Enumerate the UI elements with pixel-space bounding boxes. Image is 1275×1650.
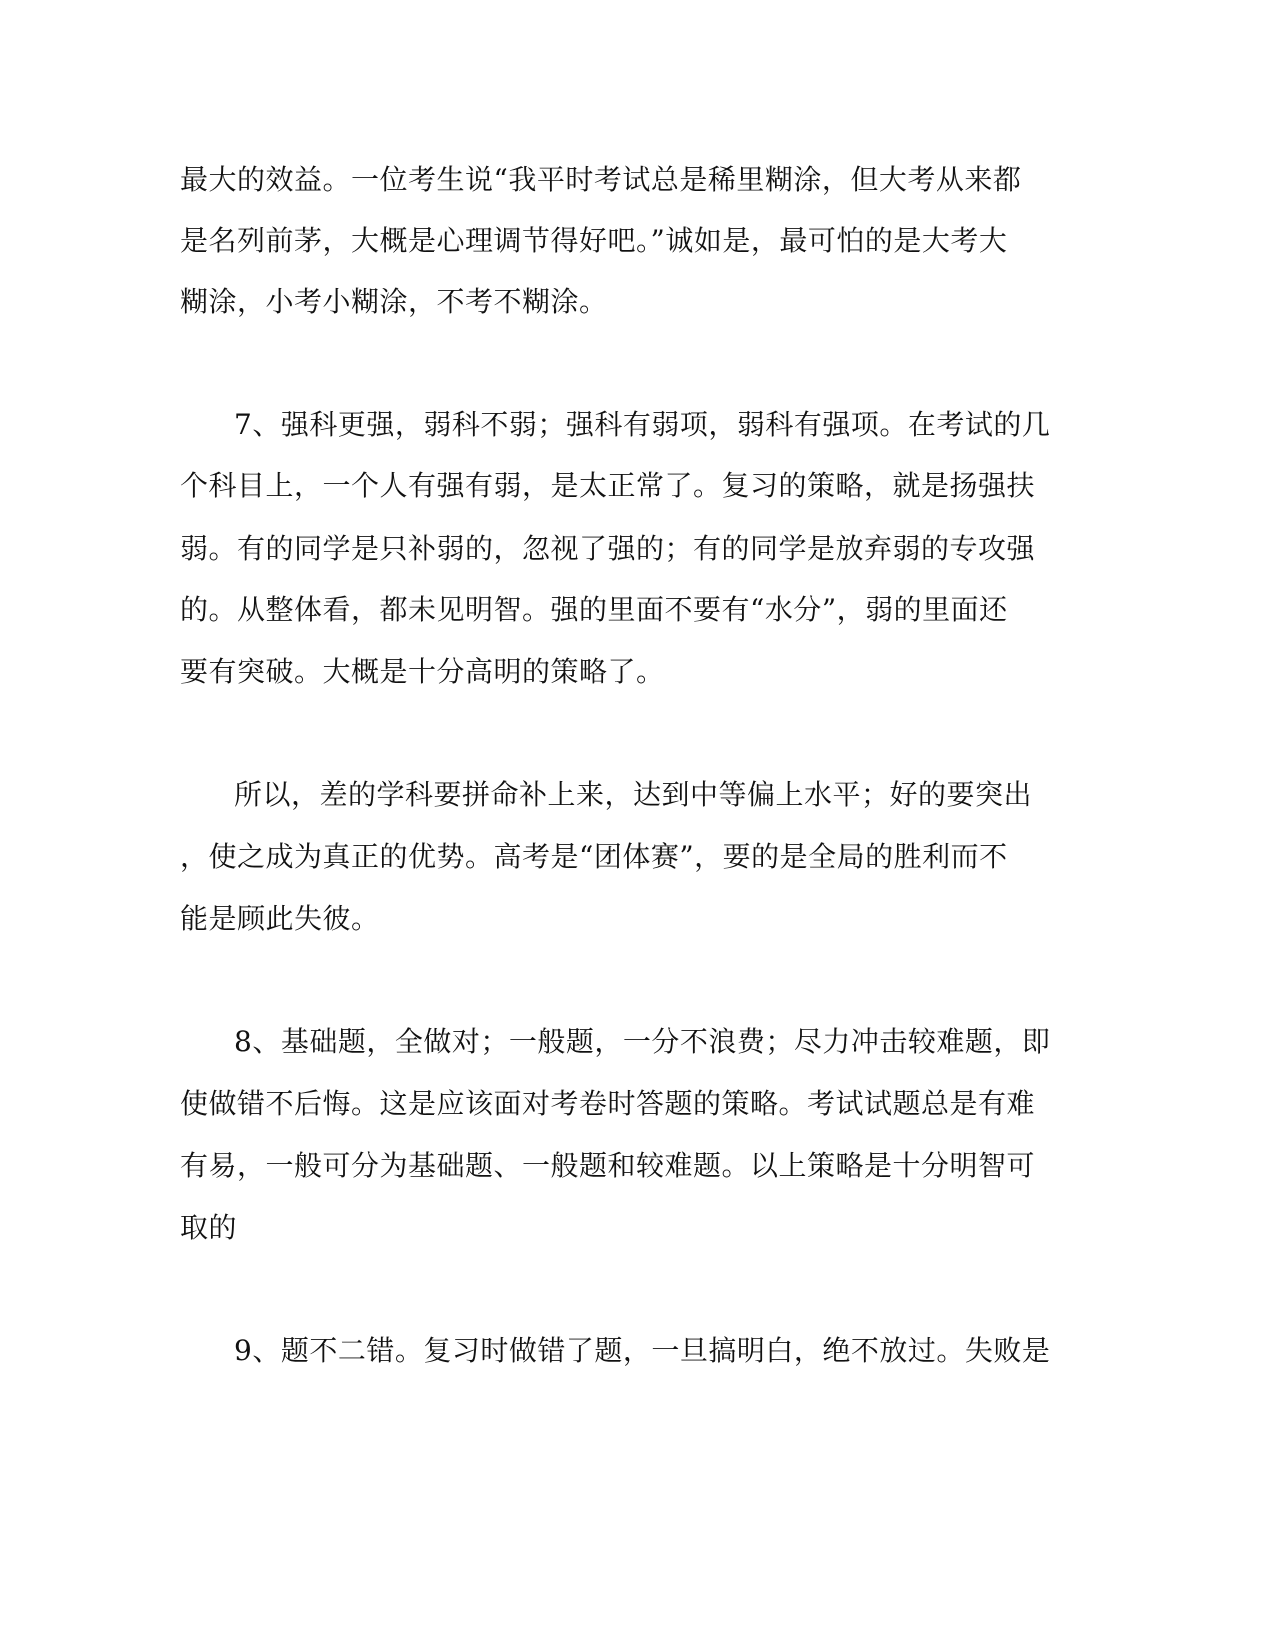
text-line: 使做错不后悔。这是应该面对考卷时答题的策略。考试试题总是有难 [180, 1087, 1036, 1120]
text-line: 最大的效益。一位考生说“我平时考试总是稀里糊涂，但大考从来都 [180, 163, 1022, 196]
text-line: 糊涂，小考小糊涂，不考不糊涂。 [180, 285, 608, 318]
text-line: 能是顾此失彼。 [180, 902, 380, 935]
text-line: ，使之成为真正的优势。高考是“团体赛”，要的是全局的胜利而不 [180, 840, 1008, 873]
text-line: 有易，一般可分为基础题、一般题和较难题。以上策略是十分明智可 [180, 1149, 1036, 1182]
text-line: 9、题不二错。复习时做错了题，一旦搞明白，绝不放过。失败是 [234, 1334, 1051, 1367]
text-line: 8、基础题，全做对；一般题，一分不浪费；尽力冲击较难题，即 [234, 1025, 1051, 1058]
text-line: 所以，差的学科要拼命补上来，达到中等偏上水平；好的要突出 [234, 778, 1033, 811]
text-line: 个科目上，一个人有强有弱，是太正常了。复习的策略，就是扬强扶 [180, 469, 1036, 502]
text-line: 要有突破。大概是十分高明的策略了。 [180, 655, 665, 688]
text-line: 是名列前茅，大概是心理调节得好吧。”诚如是，最可怕的是大考大 [180, 224, 1008, 257]
text-line: 7、强科更强，弱科不弱；强科有弱项，弱科有强项。在考试的几 [234, 408, 1051, 441]
text-line: 取的 [180, 1211, 238, 1244]
text-line: 弱。有的同学是只补弱的，忽视了强的；有的同学是放弃弱的专攻强 [180, 532, 1036, 565]
text-line: 的。从整体看，都未见明智。强的里面不要有“水分”，弱的里面还 [180, 593, 1008, 626]
